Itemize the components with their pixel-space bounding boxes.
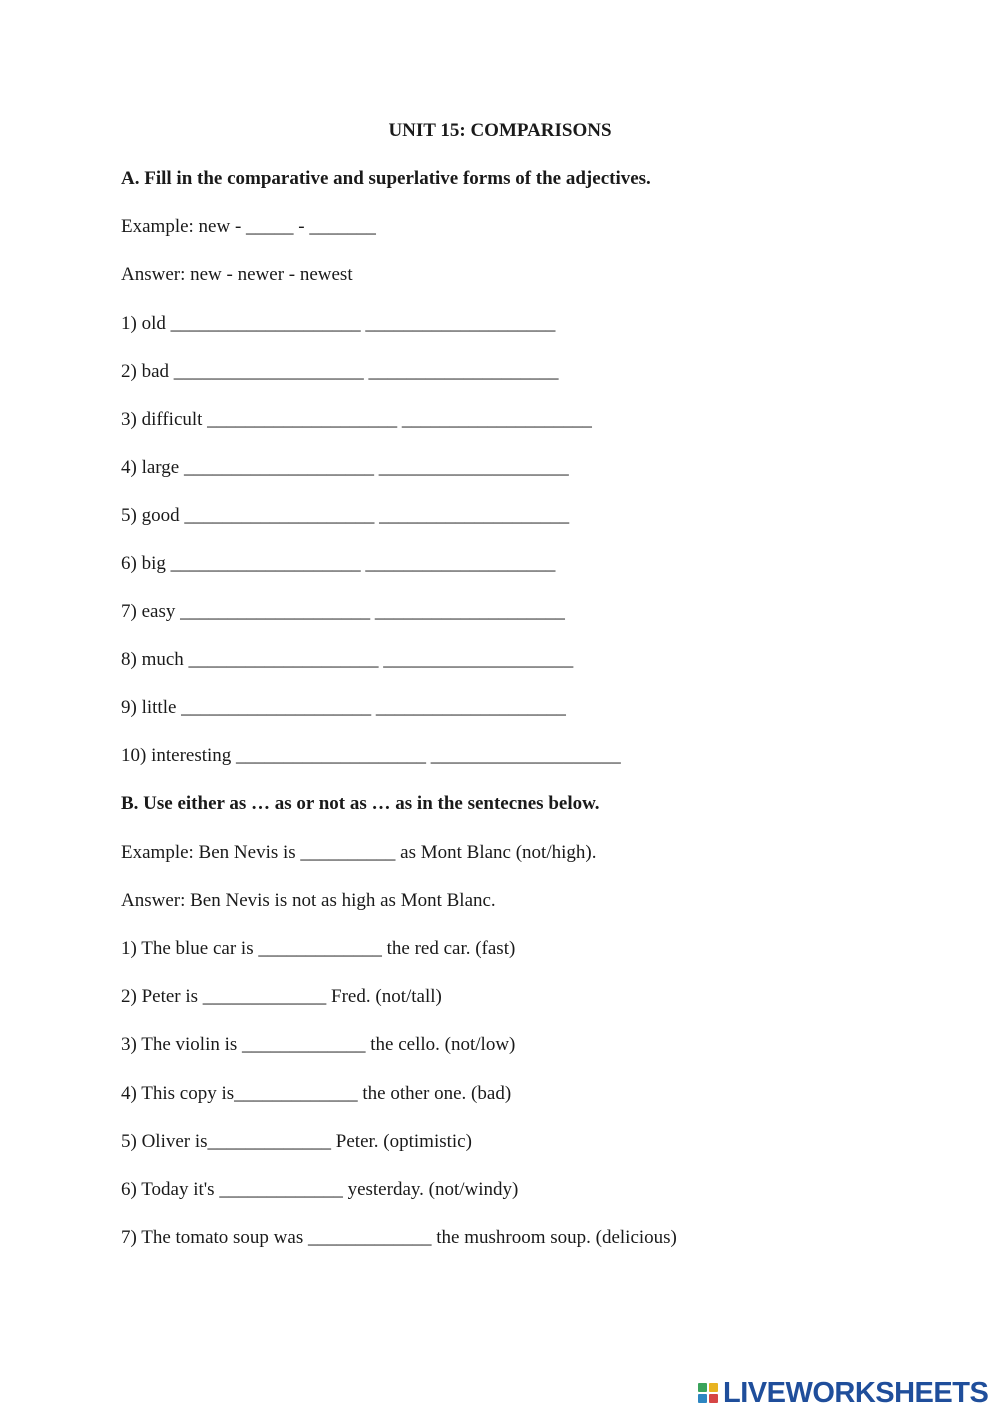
section-a-item[interactable]: 6) big ____________________ ____________________ — [121, 553, 556, 574]
logo-tile — [709, 1383, 718, 1392]
section-a-item[interactable]: 7) easy ____________________ ____________________ — [121, 601, 565, 622]
section-a-item[interactable]: 10) interesting ____________________ ____________________ — [121, 745, 621, 766]
section-a-answer: Answer: new - newer - newest — [121, 264, 353, 285]
section-a-item[interactable]: 8) much ____________________ ____________________ — [121, 649, 574, 670]
section-b-item[interactable]: 1) The blue car is _____________ the red car. (fast) — [121, 938, 516, 959]
section-b-item[interactable]: 4) This copy is_____________ the other one. (bad) — [121, 1083, 512, 1104]
logo-tile — [698, 1394, 707, 1403]
section-a-heading: A. Fill in the comparative and superlative forms of the adjectives. — [121, 168, 651, 189]
logo-tile — [698, 1383, 707, 1392]
page-title: UNIT 15: COMPARISONS — [388, 120, 612, 141]
section-a-item[interactable]: 1) old ____________________ ____________________ — [121, 313, 556, 334]
liveworksheets-logo[interactable] — [698, 1377, 988, 1409]
section-b-heading: B. Use either as … as or not as … as in the sentecnes below. — [121, 793, 600, 814]
section-a-item[interactable]: 4) large ____________________ ____________________ — [121, 457, 569, 478]
section-b-example: Example: Ben Nevis is __________ as Mont Blanc (not/high). — [121, 842, 597, 863]
section-a-item[interactable]: 2) bad ____________________ ____________________ — [121, 361, 559, 382]
logo-text: LIVEWORKSHEETS — [723, 1376, 989, 1409]
section-b-item[interactable]: 7) The tomato soup was _____________ the mushroom soup. (delicious) — [121, 1227, 677, 1248]
liveworksheets-logo-icon — [698, 1383, 718, 1403]
section-b-item[interactable]: 3) The violin is _____________ the cello. (not/low) — [121, 1034, 516, 1055]
section-b-answer: Answer: Ben Nevis is not as high as Mont Blanc. — [121, 890, 496, 911]
section-a-item[interactable]: 5) good ____________________ ____________________ — [121, 505, 570, 526]
section-b-item[interactable]: 5) Oliver is_____________ Peter. (optimistic) — [121, 1131, 472, 1152]
section-a-example: Example: new - _____ - _______ — [121, 216, 376, 237]
section-a-item[interactable]: 9) little ____________________ ____________________ — [121, 697, 566, 718]
section-a-item[interactable]: 3) difficult ____________________ ____________________ — [121, 409, 592, 430]
section-b-item[interactable]: 6) Today it's _____________ yesterday. (not/windy) — [121, 1179, 519, 1200]
section-b-item[interactable]: 2) Peter is _____________ Fred. (not/tall) — [121, 986, 442, 1007]
logo-tile — [709, 1394, 718, 1403]
